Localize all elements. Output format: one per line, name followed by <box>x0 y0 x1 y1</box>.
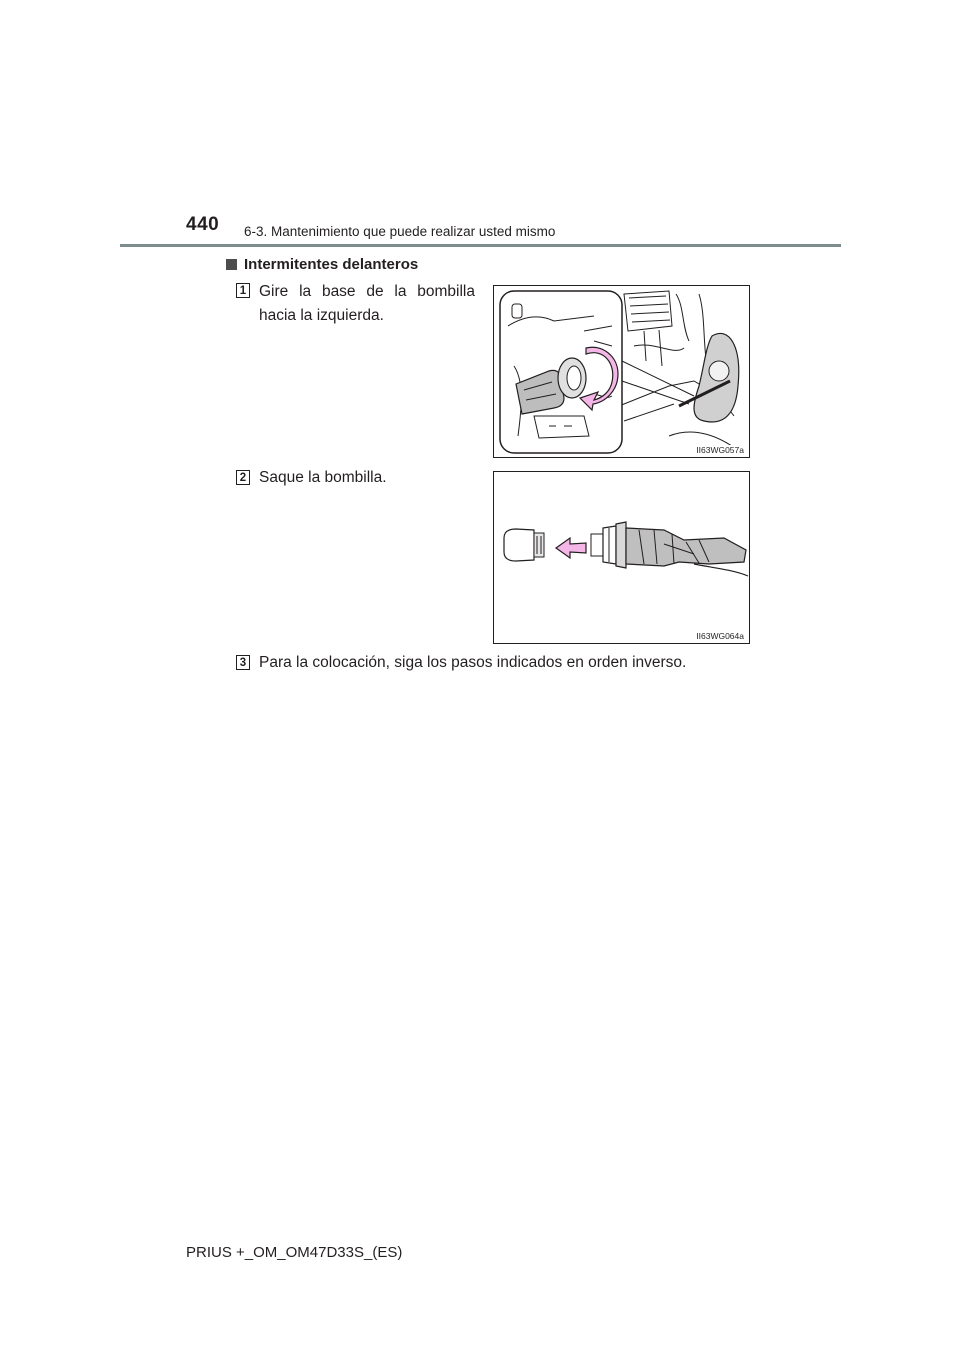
step-number-1: 1 <box>236 283 250 298</box>
sub-heading-text: Intermitentes delanteros <box>244 256 419 273</box>
step-text-1: Gire la base de la bombilla hacia la izquierda. <box>259 283 475 324</box>
turn-bulb-illustration <box>494 286 749 457</box>
figure-remove-bulb <box>493 471 750 644</box>
figure-code-1: II63WG057a <box>696 445 744 455</box>
step-text-2: Saque la bombilla. <box>259 469 387 486</box>
figure-code-2: II63WG064a <box>696 631 744 641</box>
step-number-3: 3 <box>236 655 250 670</box>
section-title: 6-3. Mantenimiento que puede realizar usted mismo <box>244 224 556 239</box>
header-rule <box>120 244 841 247</box>
figure-turn-bulb-base <box>493 285 750 458</box>
step-number-2: 2 <box>236 470 250 485</box>
remove-bulb-illustration <box>494 472 749 643</box>
square-bullet-icon <box>226 259 237 270</box>
sub-heading <box>226 256 418 273</box>
step-text-3: Para la colocación, siga los pasos indicados en orden inverso. <box>259 654 687 671</box>
pull-out-arrow <box>556 538 586 558</box>
document-code-footer: PRIUS +_OM_OM47D33S_(ES) <box>186 1244 403 1261</box>
page-number: 440 <box>186 214 220 235</box>
